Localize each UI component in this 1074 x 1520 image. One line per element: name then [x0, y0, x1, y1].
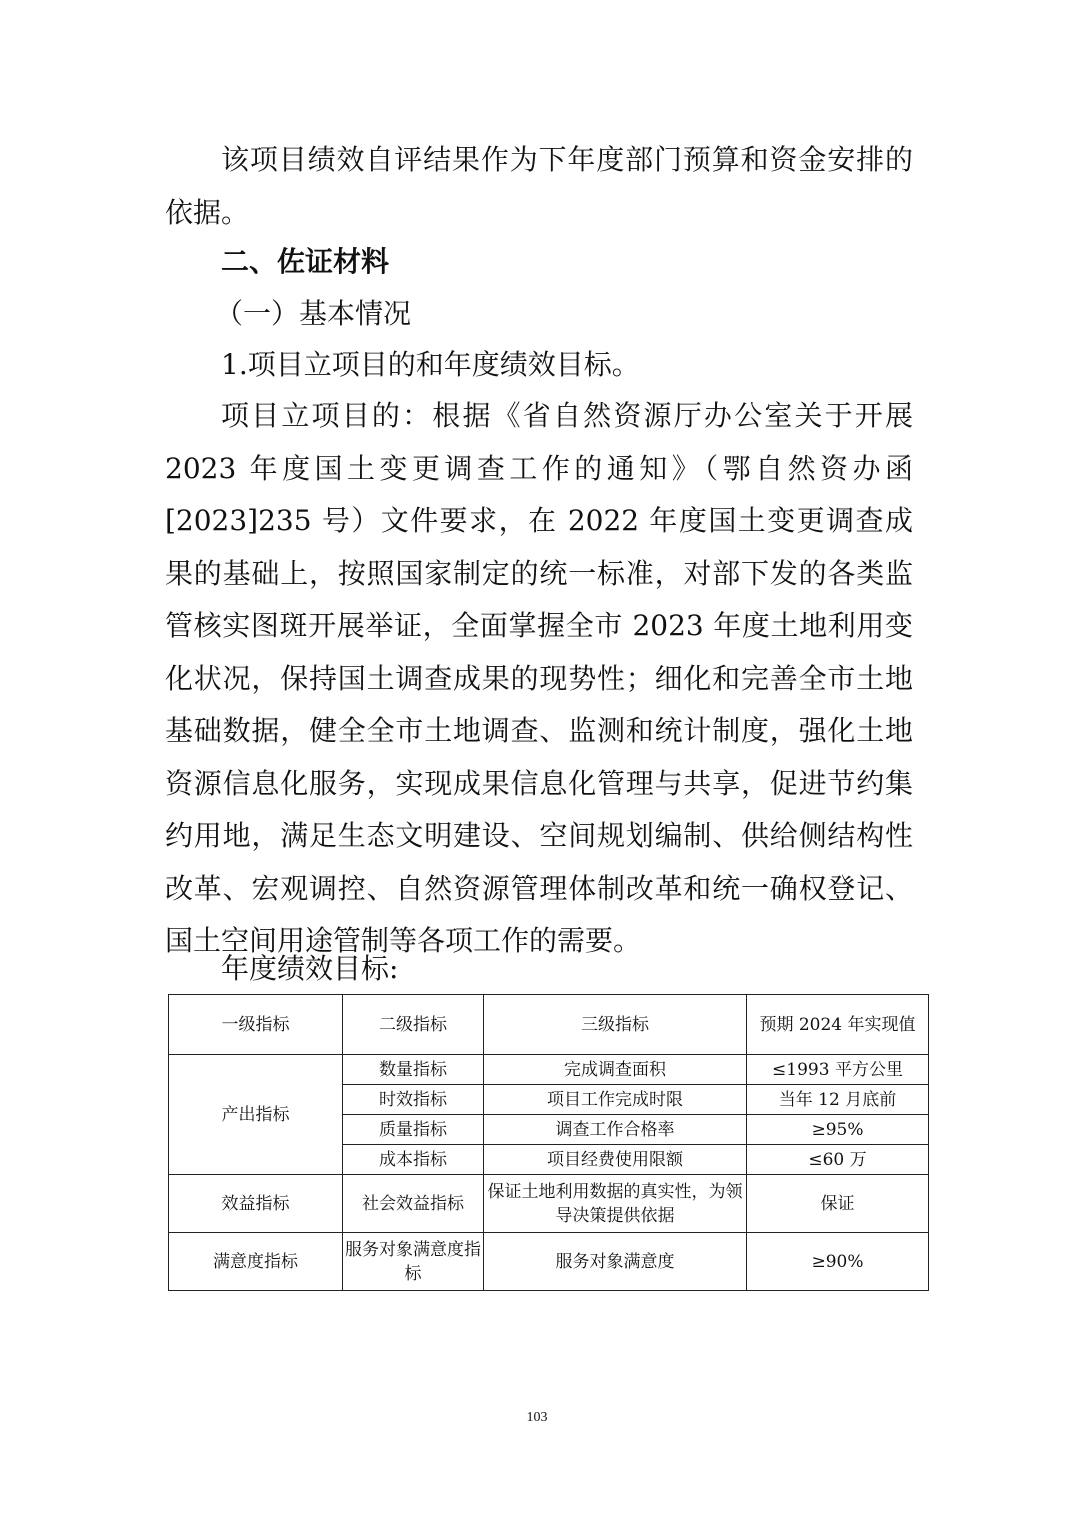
cell-level3: 调查工作合格率 — [484, 1115, 747, 1145]
cell-value: ≤1993 平方公里 — [747, 1055, 929, 1085]
paragraph-evaluation-use: 该项目绩效自评结果作为下年度部门预算和资金安排的依据。 — [165, 143, 913, 229]
cell-level2: 时效指标 — [343, 1085, 484, 1115]
cell-level2: 社会效益指标 — [343, 1175, 484, 1233]
cell-value: 当年 12 月底前 — [747, 1085, 929, 1115]
cell-level2: 质量指标 — [343, 1115, 484, 1145]
header-level2: 二级指标 — [343, 995, 484, 1055]
cell-value: ≤60 万 — [747, 1145, 929, 1175]
cell-level3: 保证土地利用数据的真实性，为领导决策提供依据 — [484, 1175, 747, 1233]
cell-value: ≥95% — [747, 1115, 929, 1145]
cell-level3: 完成调查面积 — [484, 1055, 747, 1085]
cell-level3: 项目工作完成时限 — [484, 1085, 747, 1115]
table-row — [169, 1233, 929, 1291]
level1-output: 产出指标 — [169, 1055, 343, 1175]
section-heading-evidence: 二、佐证材料 — [221, 245, 390, 278]
paragraph-project-purpose: 项目立项目的：根据《省自然资源厅办公室关于开展2023 年度国土变更调查工作的通知》（鄂自然资办函[2023]235 号）文件要求，在 2022 年度国土变更调查成果的基础上，按照国家制定的统一标准，对部下发的各类监管核实图斑开展举证，全面掌握全市 2023 年度土地利用变化状况，保持国土调查成果的现势性；细化和完善全市土地基础数据，健全全市土地调查、监测和统计制度，强化土地资源信息化服务，实现成果信息化管理与共享，促进节约集约用地，满足生态文明建设、空间规划编制、供给侧结构性改革、宏观调控、自然资源管理体制改革和统一确权登记、国土空间用途管制等各项工作的需要。 — [165, 399, 913, 957]
performance-goals-table — [168, 994, 929, 1291]
level1-satisfaction: 满意度指标 — [169, 1233, 343, 1291]
level1-benefit: 效益指标 — [169, 1175, 343, 1233]
table-row — [169, 1055, 929, 1085]
subsection-heading-basic-info: （一）基本情况 — [215, 297, 412, 330]
cell-value: ≥90% — [747, 1233, 929, 1291]
cell-level2: 服务对象满意度指标 — [343, 1233, 484, 1291]
page-number: 103 — [526, 1410, 548, 1425]
cell-level3: 服务对象满意度 — [484, 1233, 747, 1291]
header-level1: 一级指标 — [169, 995, 343, 1055]
cell-level3: 项目经费使用限额 — [484, 1145, 747, 1175]
table-header-row — [169, 995, 929, 1055]
cell-level2: 成本指标 — [343, 1145, 484, 1175]
annual-goals-label: 年度绩效目标: — [221, 952, 399, 985]
table-row — [169, 1175, 929, 1233]
cell-level2: 数量指标 — [343, 1055, 484, 1085]
header-level3: 三级指标 — [484, 995, 747, 1055]
item-heading-project-goals: 1.项目立项目的和年度绩效目标。 — [221, 348, 640, 381]
header-expected-value: 预期 2024 年实现值 — [747, 995, 929, 1055]
cell-value: 保证 — [747, 1175, 929, 1233]
